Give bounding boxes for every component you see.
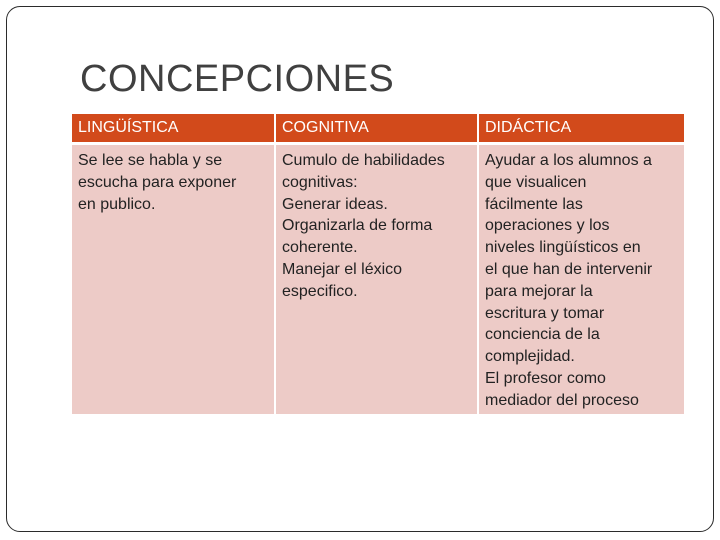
cell-text-line: Se lee se habla y se	[78, 152, 223, 169]
cell-linguistica	[72, 144, 275, 414]
cell-text-line: para mejorar la	[485, 282, 593, 300]
cell-text-line: niveles lingüísticos en	[485, 239, 641, 257]
table-header-row	[72, 114, 684, 144]
cell-cognitiva	[275, 144, 478, 414]
cell-text-line: Organizarla de forma	[282, 217, 433, 235]
cell-text-line: coherente.	[282, 239, 358, 257]
cell-text-line: mediador del proceso	[485, 391, 639, 409]
header-cognitiva: COGNITIVA	[275, 114, 478, 144]
cell-text-line: Ayudar a los alumnos a	[485, 152, 652, 169]
slide-title: CONCEPCIONES	[80, 58, 395, 100]
cell-text-line: Manejar el léxico	[282, 260, 403, 278]
cell-text-line: El profesor como	[485, 369, 606, 387]
cell-didactica	[478, 144, 684, 414]
cell-text-line: conciencia de la	[485, 326, 600, 344]
cell-text-line: en publico.	[78, 195, 156, 213]
cell-text-line: Cumulo de habilidades	[282, 152, 445, 169]
cell-text-line: cognitivas:	[282, 173, 358, 191]
concepciones-table	[72, 114, 684, 414]
cell-text-line: especifico.	[282, 282, 358, 300]
header-linguistica: LINGÜÍSTICA	[72, 114, 275, 144]
cell-text-line: escritura y tomar	[485, 304, 605, 322]
cell-text-line: escucha para exponer	[78, 173, 237, 191]
cell-text-line: fácilmente las	[485, 195, 583, 213]
cell-text-line: que visualicen	[485, 173, 587, 191]
header-didactica: DIDÁCTICA	[478, 114, 684, 144]
cell-text-line: el que han de intervenir	[485, 260, 653, 278]
cell-text-line: Generar ideas.	[282, 195, 388, 213]
cell-text-line: operaciones y los	[485, 217, 610, 235]
table-row	[72, 144, 684, 414]
cell-text-line: complejidad.	[485, 348, 575, 366]
